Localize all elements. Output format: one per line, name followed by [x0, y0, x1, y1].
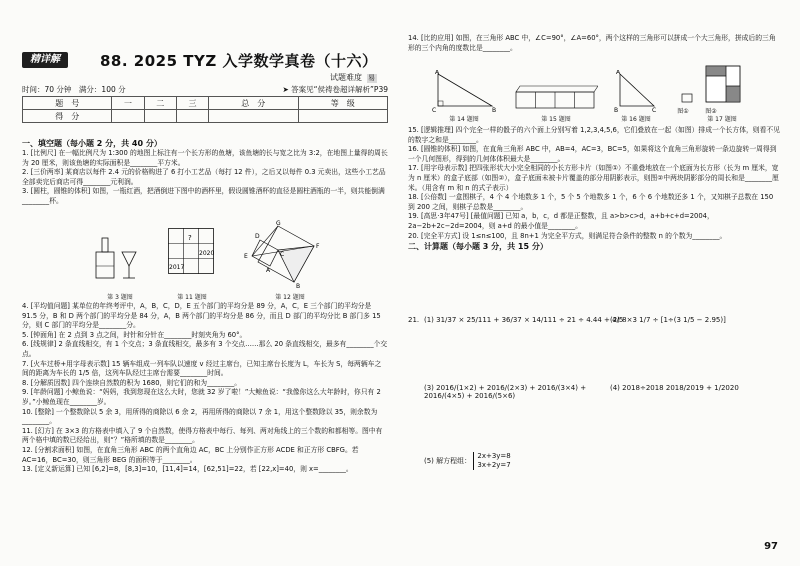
fig3-caption: 第 3 题图: [107, 294, 133, 301]
question-17: 17. [用字母表示数] 把四张形状大小完全相同的小长方形卡片（如图①）不重叠地放在一个底面为长方形（长为 m 厘米，宽为 n 厘米）的盒子底部（如图②），盒子底面未被卡片覆盖的部分用阴影表示，则图②中两块阴影部分的周长和是________厘米。（用含有 m 和 n 的式子表示）: [408, 164, 779, 192]
calc-q21-label: 21.: [408, 316, 420, 324]
difficulty-value: 易: [368, 74, 376, 82]
bottle-neck: [102, 238, 108, 252]
question-4: 4. [平均值问题] 某单位的年终考评中，A，B，C，D，E 五个部门的平均分是 89 分，A，C，E 三个部门的平均分是 91.5 分，B 和 D 两个部门的平均分是 84 分，A，B 两个部门的平均分是 86 分，而且 D 部门的平均分比 B 部门多 15 分，则 C 部门的平均分是________分。: [22, 302, 381, 330]
pt-B: B: [614, 107, 619, 112]
pt-G: G: [276, 220, 281, 227]
magic-value-2020: 2020: [199, 250, 215, 257]
score-cell: 三: [176, 97, 208, 110]
question-20: 20. [完全平方式] 设 1≤n≤100，且 8n+1 为完全平方式，则满足符合条件的整数 n 的个数为________。: [408, 231, 727, 240]
left-column: [22, 138, 388, 207]
cone-glass: [122, 252, 136, 266]
calc-3: (3) 2016/(1×2) + 2016/(2×3) + 2016/(3×4) + 2016/(4×5) + 2016/(5×6): [424, 384, 587, 400]
figure-14-triangle: [432, 70, 498, 112]
shaded-region: [706, 66, 726, 76]
pt-A: A: [435, 70, 440, 76]
question-13: 13. [定义新运算] 已知 [6,2]=8，[8,3]=10，[11,4]=14，[62,51]=22，若 [22,x]=40，则 x=________。: [22, 465, 353, 474]
pt-E: E: [244, 253, 248, 260]
question-7: 7. [火车过桥+用字母表示数] 15 辆车组成一列车队以速度 v 经过主席台，已知主席台长度为 L，车长为 S，每两辆车之间的距离为车长的 1/5 倍，这列车队经过主席台需要________时间。: [22, 359, 382, 378]
question-15: 15. [逻辑推理] 四个完全一样的骰子的六个面上分别写着 1,2,3,4,5,6，它们叠放在一起（如图）排成一个长方体，则看不见的数字之和是________。: [408, 126, 780, 144]
time-info: 时间：70 分钟 满分：100 分: [22, 85, 126, 94]
equation-system: [473, 452, 510, 470]
question-14: 14. [比的应用] 如图，在三角形 ABC 中，∠C=90°，∠A=60°，两个这样的三角形可以拼成一个大三角形，拼成后的三角形的三个内角的度数比是________。: [408, 34, 776, 52]
question-5: 5. [钟面角] 在 2 点到 3 点之间，时针和分针在________时刻夹角为 60°。: [22, 330, 247, 339]
card-single: [682, 94, 692, 102]
section-fill-title: 一、填空题（每小题 2 分，共 40 分）: [22, 139, 162, 148]
magic-value-2017: 2017: [169, 264, 185, 271]
question-11: 11. [幻方] 在 3×3 的方格表中填入了 9 个自然数，使得方格表中每行、每列、两对角线上的三个数的和都相等。图中有两个格中填的数已经给出，则“？”格所填的数是________。: [22, 426, 383, 445]
fig17a-label: 图①: [677, 108, 689, 115]
score-value-row: [23, 110, 388, 123]
calc-5-label: (5) 解方程组：: [424, 457, 472, 465]
score-input[interactable]: [209, 110, 298, 123]
right-angle-mark: [438, 101, 443, 106]
question-10: 10. [整除] 一个整数除以 5 余 3，用所得的商除以 6 余 2，再用所得的商除以 7 余 1，用这个整数除以 35，则余数为________。: [22, 407, 378, 426]
question-2: 2. [三价两率] 某商店以每件 2.4 元的价格购进了 6 打小工艺品（每打 12 件），之后又以每件 0.3 元卖出，这些小工艺品全部卖完后商店可得________元利润。: [22, 168, 386, 186]
pt-C: C: [280, 251, 285, 258]
triangle-shape: [438, 74, 492, 106]
brand-logo: 精详解: [22, 52, 68, 68]
pt-D: D: [255, 233, 260, 240]
figure-magic-square: [168, 228, 216, 276]
question-9: 9. [年龄问题] 小鲸鱼说：“妈妈，我到您现在这么大时，您就 32 岁了啦！”大鲸鱼说：“我像你这么大年龄时，你只有 2 岁。”小鲸鱼现在________岁。: [22, 388, 381, 406]
score-cell: 一: [112, 97, 144, 110]
pt-B: B: [492, 107, 497, 112]
triangle-shape: [620, 74, 654, 106]
fig11-caption: 第 11 题图: [177, 294, 207, 301]
left-column-lower: [22, 302, 388, 475]
pt-A: A: [616, 70, 621, 76]
bottle-body: [96, 252, 114, 278]
calc-2: (2) 8×3 1/7 ÷ [1÷(3 1/5 − 2.95)]: [610, 316, 726, 324]
score-cell: 二: [144, 97, 176, 110]
score-input[interactable]: [298, 110, 387, 123]
square-acde: [252, 240, 278, 266]
pt-C: C: [432, 107, 437, 112]
fig12-caption: 第 12 题图: [275, 294, 305, 301]
question-1: 1. [比例尺] 在一幅比例尺为 1:300 的地图上标注有一个长方形的鱼塘，该鱼塘的长与宽之比为 3:2，在地图上量得的周长为 20 厘米，则该鱼塘的实际面积是________平方米。: [22, 149, 388, 167]
calc-5: [424, 452, 511, 470]
fig15-caption: 第 15 题图: [541, 116, 571, 123]
question-19: 19. [高思·3年47号] [最值问题] 已知 a，b，c，d 都是正整数，且 a>b>c>d，a+b+c+d=2004，2a−2b+2c−2d=2004，则 a+d 的最小值是________。: [408, 212, 714, 230]
answer-ref: ➤ 答案见“侯祷卷超详解析”P39: [282, 85, 388, 94]
score-input[interactable]: [144, 110, 176, 123]
page-number: 97: [764, 541, 778, 552]
figure-15-dice: [514, 84, 598, 110]
figure-16-triangle: [614, 70, 658, 112]
score-table: [22, 96, 388, 123]
calc-4: (4) 2018÷2018 2018/2019 + 1/2020: [610, 384, 739, 392]
segment-ge: [252, 226, 278, 256]
question-16: 16. [圆锥的体积] 如图，在直角三角形 ABC 中，AB=4，AC=3，BC=5，如果将这个直角三角形旋转一条边旋转一周得到一个几何图形，得到的几何体体积最大是________。: [408, 145, 777, 163]
score-cell: 得 分: [23, 110, 112, 123]
dice-top: [516, 86, 598, 92]
score-cell: 题 号: [23, 97, 112, 110]
question-6: 6. [线规律] 2 条直线相交，有 1 个交点；3 条直线相交，最多有 3 个交点……那么 20 条直线相交，最多有________个交点。: [22, 340, 388, 358]
score-input[interactable]: [176, 110, 208, 123]
difficulty-text: 试题难度: [330, 73, 362, 82]
fig14-caption: 第 14 题图: [449, 116, 479, 123]
right-column-top: [408, 34, 780, 53]
question-3: 3. [圆柱，圆锥的体积] 如图，一瓶红酒，把酒倒进下图中的酒杯里，假设圆锥酒杯的直径是圆柱酒瓶的一半，则共能倒满________杯。: [22, 187, 385, 205]
difficulty-label: [330, 72, 377, 83]
section-calc-title: 二、计算题（每小题 3 分，共 15 分）: [408, 242, 548, 252]
question-8: 8. [分解质因数] 四个连续自然数的积为 1680，则它们的和为________。: [22, 378, 242, 387]
score-cell: 总 分: [209, 97, 298, 110]
figure-squares-triangle: [240, 220, 340, 290]
exam-meta: [22, 84, 388, 95]
answer-ref-text: 答案见“侯祷卷超详解析”P39: [291, 85, 388, 94]
question-18: 18. [公倍数] 一盒围棋子，4 个 4 个地数多 1 个，5 个 5 个地数多 1 个，6 个 6 个地数还多 1 个，又知棋子总数在 150 到 200 之间，则棋子总数是________。: [408, 193, 774, 211]
score-cell: 等 级: [298, 97, 387, 110]
pt-A: A: [266, 267, 271, 274]
page-title: 88. 2025 TYZ 入学数学真卷（十六）: [100, 52, 378, 70]
right-column-mid: [408, 126, 780, 252]
pt-F: F: [316, 243, 320, 250]
pt-C: C: [652, 107, 657, 112]
score-input[interactable]: [112, 110, 144, 123]
equation-2: 3x+2y=7: [477, 461, 511, 469]
figure-17-cards: [680, 64, 742, 108]
fig17b-label: 图②: [705, 108, 717, 115]
pt-B: B: [296, 283, 301, 290]
fig17-caption: 第 17 题图: [707, 116, 737, 123]
question-12: 12. [分割求面积] 如图，在直角三角形 ABC 的两个直角边 AC，BC 上分别作正方形 ACDE 和正方形 CBFG。若 AC=16，BC=30，则三角形 BEG 的面积等于________。: [22, 445, 359, 464]
magic-question-mark: ?: [188, 234, 192, 242]
equation-1: 2x+3y=8: [477, 452, 511, 460]
calc-1: (1) 31/37 × 25/111 + 36/37 × 14/111 ÷ 21 ÷ 4.44 + 4/5: [424, 316, 624, 324]
figure-bottle-glass: [90, 226, 150, 288]
score-header-row: [23, 97, 388, 110]
fig16-caption: 第 16 题图: [621, 116, 651, 123]
shaded-region: [726, 86, 740, 102]
